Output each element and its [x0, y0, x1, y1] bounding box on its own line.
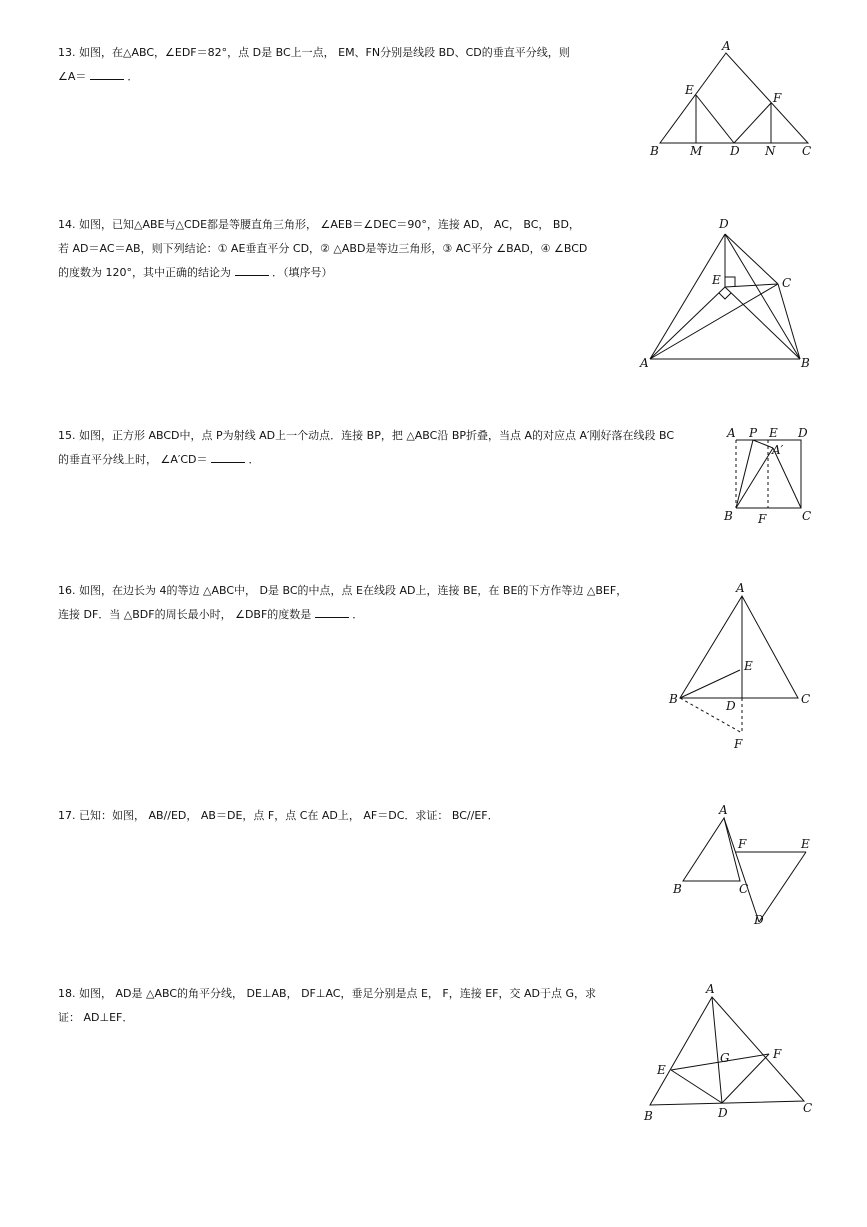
triangle-abc	[680, 596, 798, 698]
segment-a1c	[773, 448, 801, 508]
label-a: A	[722, 39, 731, 53]
problem-17-text	[58, 804, 643, 828]
segment-ad	[712, 997, 722, 1103]
answer-blank	[211, 452, 245, 463]
problem-15-line-1: 15. 如图，正方形 ABCD中，点 P为射线 AD上一个动点．连接 BP，把 △ABC沿 BP折叠，当点 A的对应点 A′刚好落在线段 BC	[58, 429, 675, 442]
label-a: A	[727, 426, 736, 440]
label-d: D	[754, 913, 764, 927]
problem-16-number: 16.	[58, 584, 76, 597]
problem-13-text	[58, 41, 643, 89]
problem-14-line-2: 若 AD＝AC＝AB，则下列结论：① AE垂直平分 CD，② △ABD是等边三角形，③ AC平分 ∠BAD，④ ∠BCD	[58, 242, 588, 255]
problem-13-line-1: 13. 如图，在△ABC，∠EDF＝82°，点 D是 BC上一点， EM、FN分别是线段 BD、CD的垂直平分线，则	[58, 46, 570, 59]
segment-ad	[650, 234, 725, 359]
figure-18	[640, 980, 820, 1125]
label-b: B	[644, 1109, 653, 1123]
problem-14-number: 14.	[58, 218, 76, 231]
label-c: C	[801, 692, 811, 706]
problem-14-line-3: 的度数为 120°，其中正确的结论为 ．（填序号）	[58, 266, 333, 279]
label-e: E	[712, 273, 721, 287]
problem-13-line-2: ∠A＝ ．	[58, 70, 139, 83]
problem-14-line-1: 14. 如图，已知△ABE与△CDE都是等腰直角三角形， ∠AEB＝∠DEC＝90°，连接 AD， AC， BC， BD，	[58, 218, 580, 231]
label-b: B	[669, 692, 678, 706]
label-d: D	[798, 426, 808, 440]
right-angle-aeb	[719, 293, 731, 299]
problem-17-line-1: 17. 已知：如图， AB//ED， AB＝DE，点 F，点 C在 AD上， AF＝DC．求证： BC//EF．	[58, 809, 499, 822]
segment-ec	[725, 284, 778, 287]
label-a: A	[736, 581, 745, 595]
label-b: B	[724, 509, 733, 523]
label-a: A	[706, 982, 715, 996]
label-g: G	[720, 1051, 730, 1065]
segment-bp	[736, 440, 753, 508]
segment-ae	[650, 287, 725, 359]
figure-13	[640, 38, 820, 163]
label-c: C	[802, 144, 812, 158]
figure-15	[718, 424, 818, 526]
problem-16-text	[58, 579, 643, 627]
problem-15-number: 15.	[58, 429, 76, 442]
triangle-abc	[660, 53, 808, 143]
answer-blank	[315, 607, 349, 618]
problem-18-text	[58, 982, 643, 1030]
square-abcd	[736, 440, 801, 508]
segment-eb	[725, 287, 800, 359]
label-c: C	[802, 509, 812, 523]
label-f: F	[773, 91, 782, 105]
answer-blank	[90, 69, 124, 80]
label-e: E	[657, 1063, 666, 1077]
problem-16-line-2: 连接 DF．当 △BDF的周长最小时， ∠DBF的度数是 ．	[58, 608, 364, 621]
label-f: F	[773, 1047, 782, 1061]
figure-14	[635, 212, 820, 372]
label-f: F	[758, 512, 767, 526]
label-a: A	[719, 803, 728, 817]
problem-14-text	[58, 213, 643, 285]
answer-blank	[235, 265, 269, 276]
segment-ac	[650, 284, 778, 359]
label-e: E	[769, 426, 778, 440]
label-c: C	[803, 1101, 813, 1115]
label-c: C	[782, 276, 792, 290]
figure-17	[665, 800, 820, 930]
label-b: B	[650, 144, 659, 158]
label-b: B	[801, 356, 810, 370]
label-a: A	[640, 356, 649, 370]
label-d: D	[730, 144, 740, 158]
segment-ad	[724, 818, 759, 922]
problem-15-line-2: 的垂直平分线上时， ∠A′CD＝ ．	[58, 453, 260, 466]
segment-ed	[696, 95, 734, 143]
label-d: D	[726, 699, 736, 713]
problem-15-text	[58, 424, 675, 472]
label-p: P	[749, 426, 758, 440]
segment-de	[671, 1070, 722, 1103]
problem-13-number: 13.	[58, 46, 76, 59]
segment-ba1	[736, 448, 773, 508]
segment-bd	[725, 234, 800, 359]
problem-18-line-2: 证： AD⊥EF．	[58, 1011, 134, 1024]
problem-16-line-1: 16. 如图，在边长为 4的等边 △ABC中， D是 BC的中点，点 E在线段 AD上，连接 BE，在 BE的下方作等边 △BEF，	[58, 584, 628, 597]
label-e: E	[685, 83, 694, 97]
label-f: F	[738, 837, 747, 851]
label-b: B	[673, 882, 682, 896]
triangle-abc	[683, 818, 740, 881]
problem-18-line-1: 18. 如图， AD是 △ABC的角平分线， DE⊥AB， DF⊥AC，垂足分别是点 E， F，连接 EF，交 AD于点 G，求	[58, 987, 597, 1000]
segment-de	[759, 852, 806, 922]
label-c: C	[739, 882, 749, 896]
label-d: D	[719, 217, 729, 231]
segment-pa1	[753, 440, 773, 448]
problem-18-number: 18.	[58, 987, 76, 1000]
figure-16	[662, 578, 822, 753]
problem-17-number: 17.	[58, 809, 76, 822]
label-m: M	[690, 144, 703, 158]
right-angle-dec	[725, 277, 735, 287]
label-a-prime: A′	[772, 443, 784, 457]
label-n: N	[765, 144, 776, 158]
label-e: E	[801, 837, 810, 851]
label-d: D	[718, 1106, 728, 1120]
label-e: E	[744, 659, 753, 673]
segment-df	[734, 103, 771, 143]
label-f: F	[734, 737, 743, 751]
